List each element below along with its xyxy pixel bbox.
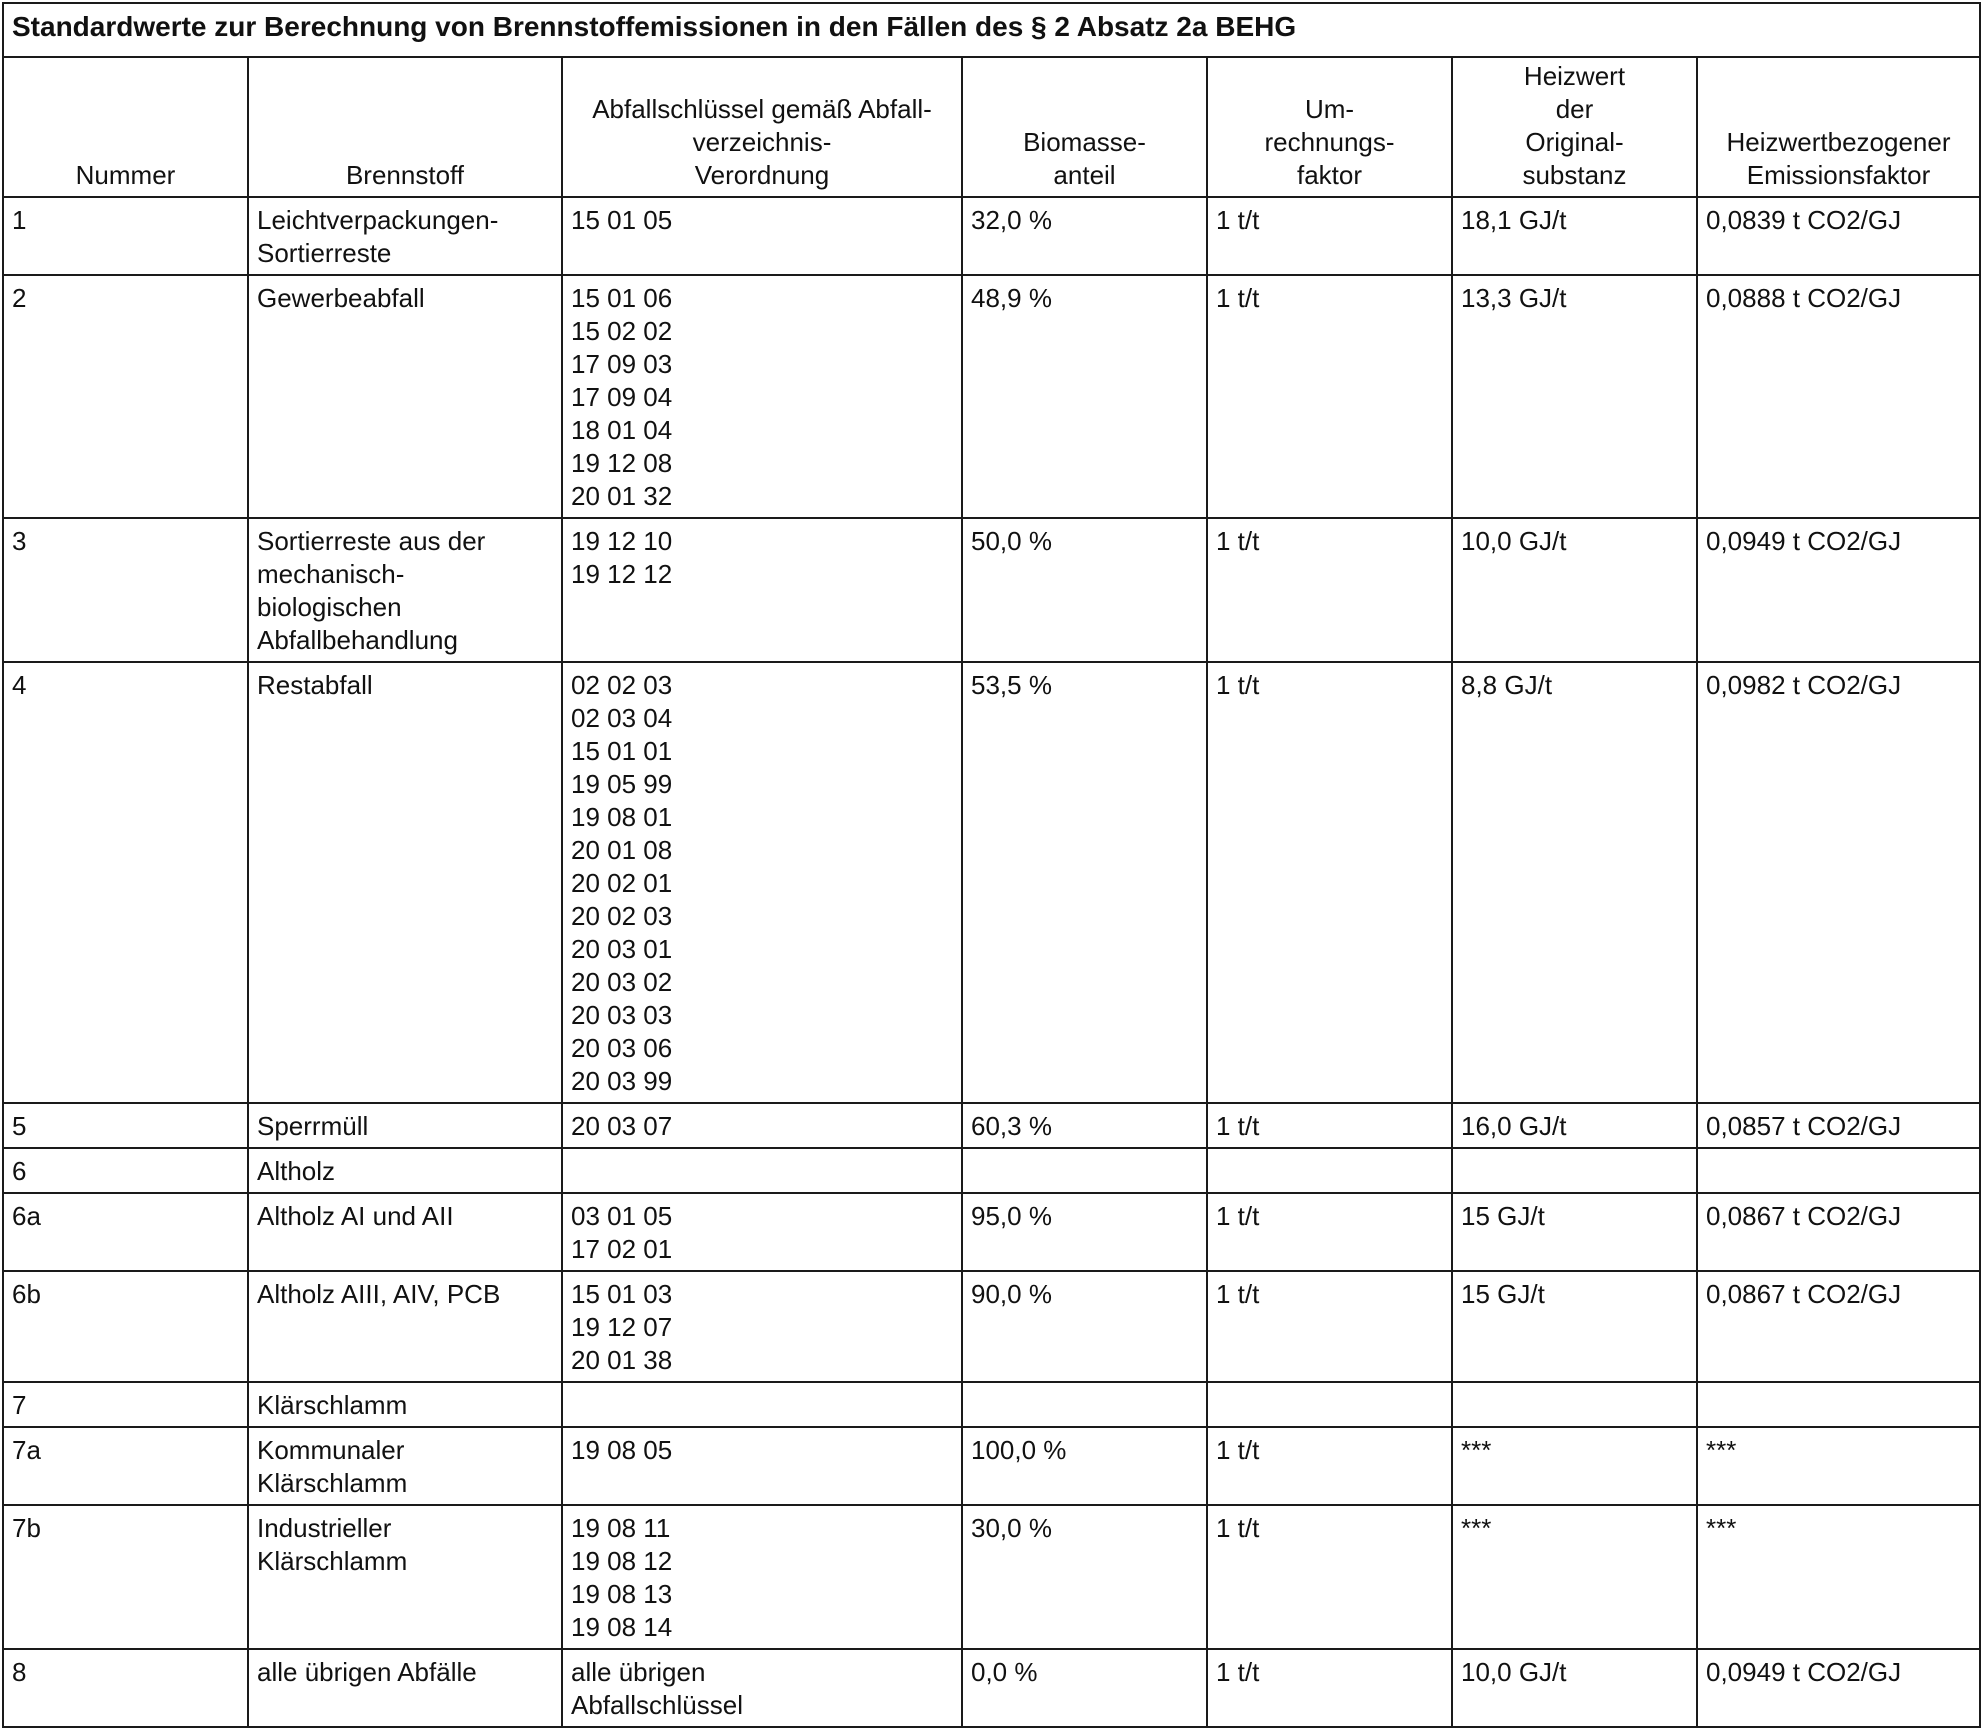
header-row bbox=[3, 57, 1980, 197]
cell-brennstoff-text: Kommunaler Klärschlamm bbox=[257, 1435, 408, 1498]
column-header-line: faktor bbox=[1296, 160, 1363, 190]
cell-emissionsfaktor-text: 0,0867 t CO2/GJ bbox=[1706, 1201, 1902, 1231]
cell-biomasse-text: 0,0 % bbox=[971, 1657, 1038, 1687]
cell-nummer-text: 1 bbox=[12, 205, 27, 235]
waste-code: 20 03 99 bbox=[571, 1066, 673, 1096]
cell-nummer bbox=[3, 1103, 248, 1148]
cell-biomasse bbox=[962, 1103, 1207, 1148]
waste-code: 18 01 04 bbox=[571, 415, 673, 445]
cell-heizwert bbox=[1452, 1271, 1697, 1382]
cell-umrechnung-text: 1 t/t bbox=[1216, 1201, 1260, 1231]
column-header-abfallschluessel bbox=[562, 57, 962, 197]
cell-nummer-text: 4 bbox=[12, 670, 27, 700]
cell-emissionsfaktor bbox=[1697, 1103, 1980, 1148]
cell-heizwert-text: *** bbox=[1461, 1435, 1492, 1465]
cell-brennstoff-text: Sortierreste aus der mechanisch- biologischen Abfallbehandlung bbox=[257, 526, 486, 655]
waste-code: 19 12 12 bbox=[571, 559, 673, 589]
column-header-line: verzeichnis- bbox=[692, 127, 832, 157]
cell-emissionsfaktor bbox=[1697, 1427, 1980, 1505]
cell-brennstoff bbox=[248, 1103, 562, 1148]
cell-brennstoff bbox=[248, 1148, 562, 1193]
cell-umrechnung-text: 1 t/t bbox=[1216, 283, 1260, 313]
cell-brennstoff-text: Altholz bbox=[257, 1156, 336, 1186]
cell-biomasse bbox=[962, 275, 1207, 518]
cell-umrechnung-text: 1 t/t bbox=[1216, 1435, 1260, 1465]
waste-code: 19 12 08 bbox=[571, 448, 673, 478]
cell-nummer-text: 6b bbox=[12, 1279, 41, 1309]
cell-biomasse bbox=[962, 1148, 1207, 1193]
cell-umrechnung bbox=[1207, 275, 1452, 518]
cell-nummer-text: 8 bbox=[12, 1657, 27, 1687]
table-row bbox=[3, 1427, 1980, 1505]
waste-code: 20 02 01 bbox=[571, 868, 673, 898]
cell-brennstoff-text: Altholz AIII, AIV, PCB bbox=[257, 1279, 501, 1309]
cell-nummer-text: 7a bbox=[12, 1435, 41, 1465]
cell-heizwert-text: 16,0 GJ/t bbox=[1461, 1111, 1567, 1141]
column-header-line: Verordnung bbox=[694, 160, 830, 190]
cell-umrechnung bbox=[1207, 1382, 1452, 1427]
cell-nummer bbox=[3, 1271, 248, 1382]
waste-code: 17 02 01 bbox=[571, 1234, 673, 1264]
waste-code: 15 01 05 bbox=[571, 205, 673, 235]
cell-heizwert bbox=[1452, 1193, 1697, 1271]
cell-biomasse bbox=[962, 662, 1207, 1103]
cell-brennstoff-text: alle übrigen Abfälle bbox=[257, 1657, 477, 1687]
cell-nummer-text: 5 bbox=[12, 1111, 27, 1141]
cell-umrechnung-text: 1 t/t bbox=[1216, 1513, 1260, 1543]
cell-umrechnung bbox=[1207, 197, 1452, 275]
waste-code: 15 02 02 bbox=[571, 316, 673, 346]
cell-emissionsfaktor bbox=[1697, 1382, 1980, 1427]
waste-code: 20 03 01 bbox=[571, 934, 673, 964]
cell-heizwert bbox=[1452, 197, 1697, 275]
cell-brennstoff-text: Altholz AI und AII bbox=[257, 1201, 454, 1231]
cell-brennstoff bbox=[248, 662, 562, 1103]
table-row bbox=[3, 662, 1980, 1103]
cell-emissionsfaktor bbox=[1697, 197, 1980, 275]
cell-abfallschluessel bbox=[562, 197, 962, 275]
column-header-line: rechnungs- bbox=[1264, 127, 1395, 157]
cell-heizwert-text: 10,0 GJ/t bbox=[1461, 526, 1567, 556]
cell-umrechnung-text: 1 t/t bbox=[1216, 205, 1260, 235]
cell-biomasse bbox=[962, 1193, 1207, 1271]
cell-heizwert bbox=[1452, 1148, 1697, 1193]
cell-heizwert-text: 10,0 GJ/t bbox=[1461, 1657, 1567, 1687]
waste-code: 15 01 01 bbox=[571, 736, 673, 766]
column-header-heizwert bbox=[1452, 57, 1697, 197]
cell-abfallschluessel bbox=[562, 1649, 962, 1727]
table-row bbox=[3, 1382, 1980, 1427]
table-row bbox=[3, 197, 1980, 275]
cell-umrechnung-text: 1 t/t bbox=[1216, 1279, 1260, 1309]
cell-brennstoff-text: Restabfall bbox=[257, 670, 373, 700]
cell-emissionsfaktor-text: 0,0888 t CO2/GJ bbox=[1706, 283, 1902, 313]
column-header-line: Nummer bbox=[75, 160, 176, 190]
cell-biomasse-text: 48,9 % bbox=[971, 283, 1052, 313]
waste-code: 17 09 04 bbox=[571, 382, 673, 412]
cell-nummer bbox=[3, 275, 248, 518]
cell-abfallschluessel bbox=[562, 1193, 962, 1271]
waste-code: 19 08 14 bbox=[571, 1612, 673, 1642]
cell-umrechnung bbox=[1207, 1649, 1452, 1727]
column-header-line: Abfallschlüssel gemäß Abfall- bbox=[592, 94, 932, 124]
waste-code: 17 09 03 bbox=[571, 349, 673, 379]
cell-nummer bbox=[3, 662, 248, 1103]
waste-code: 19 05 99 bbox=[571, 769, 673, 799]
cell-nummer bbox=[3, 197, 248, 275]
cell-nummer-text: 6a bbox=[12, 1201, 41, 1231]
cell-heizwert-text: 15 GJ/t bbox=[1461, 1201, 1545, 1231]
cell-abfallschluessel bbox=[562, 662, 962, 1103]
waste-code: 19 12 10 bbox=[571, 526, 673, 556]
cell-emissionsfaktor bbox=[1697, 1148, 1980, 1193]
cell-nummer bbox=[3, 1427, 248, 1505]
waste-code: 20 02 03 bbox=[571, 901, 673, 931]
cell-biomasse-text: 95,0 % bbox=[971, 1201, 1052, 1231]
cell-heizwert bbox=[1452, 1505, 1697, 1649]
cell-heizwert bbox=[1452, 1382, 1697, 1427]
cell-umrechnung-text: 1 t/t bbox=[1216, 670, 1260, 700]
cell-brennstoff-text: Leichtverpackungen- Sortierreste bbox=[257, 205, 499, 268]
cell-brennstoff bbox=[248, 1505, 562, 1649]
cell-brennstoff-text: Gewerbeabfall bbox=[257, 283, 425, 313]
cell-abfallschluessel bbox=[562, 518, 962, 662]
waste-code: 20 03 02 bbox=[571, 967, 673, 997]
cell-nummer-text: 7 bbox=[12, 1390, 27, 1420]
cell-biomasse bbox=[962, 1427, 1207, 1505]
column-header-line: Heizwert bbox=[1523, 61, 1626, 91]
cell-heizwert bbox=[1452, 518, 1697, 662]
waste-code: 19 08 13 bbox=[571, 1579, 673, 1609]
cell-brennstoff bbox=[248, 1271, 562, 1382]
cell-emissionsfaktor bbox=[1697, 518, 1980, 662]
table-row bbox=[3, 1103, 1980, 1148]
cell-emissionsfaktor bbox=[1697, 1271, 1980, 1382]
cell-brennstoff bbox=[248, 1193, 562, 1271]
cell-umrechnung bbox=[1207, 1193, 1452, 1271]
waste-code: 02 02 03 bbox=[571, 670, 673, 700]
waste-code: Abfallschlüssel bbox=[571, 1690, 743, 1720]
cell-heizwert bbox=[1452, 1649, 1697, 1727]
waste-code: 19 08 11 bbox=[571, 1513, 671, 1543]
cell-heizwert-text: 8,8 GJ/t bbox=[1461, 670, 1553, 700]
table-row bbox=[3, 275, 1980, 518]
cell-nummer bbox=[3, 1148, 248, 1193]
waste-code: alle übrigen bbox=[571, 1657, 706, 1687]
table-row bbox=[3, 1649, 1980, 1727]
cell-umrechnung bbox=[1207, 1427, 1452, 1505]
cell-emissionsfaktor-text: 0,0867 t CO2/GJ bbox=[1706, 1279, 1902, 1309]
cell-umrechnung bbox=[1207, 1148, 1452, 1193]
cell-biomasse-text: 30,0 % bbox=[971, 1513, 1052, 1543]
waste-code: 02 03 04 bbox=[571, 703, 673, 733]
column-header-line: Heizwertbezogener bbox=[1726, 127, 1951, 157]
cell-emissionsfaktor bbox=[1697, 275, 1980, 518]
cell-abfallschluessel bbox=[562, 1103, 962, 1148]
column-header-line: anteil bbox=[1053, 160, 1116, 190]
table-title: Standardwerte zur Berechnung von Brennstoffemissionen in den Fällen des § 2 Absatz 2a BEHG bbox=[3, 3, 1980, 57]
cell-emissionsfaktor bbox=[1697, 1505, 1980, 1649]
column-header-nummer bbox=[3, 57, 248, 197]
cell-umrechnung-text: 1 t/t bbox=[1216, 1111, 1260, 1141]
waste-code: 20 01 38 bbox=[571, 1345, 673, 1375]
cell-biomasse bbox=[962, 197, 1207, 275]
table-row bbox=[3, 1193, 1980, 1271]
cell-biomasse bbox=[962, 1505, 1207, 1649]
cell-biomasse-text: 32,0 % bbox=[971, 205, 1052, 235]
waste-code: 19 08 05 bbox=[571, 1435, 673, 1465]
waste-code: 15 01 06 bbox=[571, 283, 673, 313]
cell-emissionsfaktor-text: 0,0982 t CO2/GJ bbox=[1706, 670, 1902, 700]
cell-biomasse bbox=[962, 1649, 1207, 1727]
cell-abfallschluessel bbox=[562, 1427, 962, 1505]
cell-umrechnung bbox=[1207, 518, 1452, 662]
table-row bbox=[3, 1505, 1980, 1649]
cell-biomasse-text: 50,0 % bbox=[971, 526, 1052, 556]
cell-abfallschluessel bbox=[562, 1271, 962, 1382]
cell-brennstoff-text: Sperrmüll bbox=[257, 1111, 369, 1141]
cell-nummer bbox=[3, 1382, 248, 1427]
table-body bbox=[3, 197, 1980, 1727]
cell-emissionsfaktor-text: 0,0949 t CO2/GJ bbox=[1706, 1657, 1902, 1687]
cell-brennstoff bbox=[248, 275, 562, 518]
cell-umrechnung bbox=[1207, 662, 1452, 1103]
column-header-line: Um- bbox=[1304, 94, 1355, 124]
cell-brennstoff bbox=[248, 1427, 562, 1505]
cell-abfallschluessel bbox=[562, 275, 962, 518]
cell-heizwert-text: 13,3 GJ/t bbox=[1461, 283, 1567, 313]
waste-code: 20 01 32 bbox=[571, 481, 673, 511]
waste-code: 20 03 07 bbox=[571, 1111, 673, 1141]
cell-emissionsfaktor bbox=[1697, 662, 1980, 1103]
cell-umrechnung-text: 1 t/t bbox=[1216, 526, 1260, 556]
column-header-umrechnung bbox=[1207, 57, 1452, 197]
cell-biomasse-text: 90,0 % bbox=[971, 1279, 1052, 1309]
cell-emissionsfaktor-text: *** bbox=[1706, 1513, 1737, 1543]
emission-standard-values-table bbox=[2, 2, 1981, 1728]
cell-heizwert bbox=[1452, 662, 1697, 1103]
cell-brennstoff bbox=[248, 197, 562, 275]
column-header-line: Original- bbox=[1525, 127, 1624, 157]
cell-heizwert bbox=[1452, 1427, 1697, 1505]
cell-emissionsfaktor-text: 0,0949 t CO2/GJ bbox=[1706, 526, 1902, 556]
cell-biomasse bbox=[962, 1382, 1207, 1427]
column-header-line: Emissionsfaktor bbox=[1746, 160, 1931, 190]
cell-heizwert-text: 18,1 GJ/t bbox=[1461, 205, 1567, 235]
cell-brennstoff-text: Klärschlamm bbox=[257, 1390, 408, 1420]
cell-emissionsfaktor bbox=[1697, 1193, 1980, 1271]
waste-code: 20 01 08 bbox=[571, 835, 673, 865]
cell-emissionsfaktor-text: 0,0839 t CO2/GJ bbox=[1706, 205, 1902, 235]
column-header-line: Brennstoff bbox=[345, 160, 465, 190]
column-header-line: der bbox=[1555, 94, 1594, 124]
cell-abfallschluessel bbox=[562, 1505, 962, 1649]
cell-nummer-text: 6 bbox=[12, 1156, 27, 1186]
cell-biomasse-text: 60,3 % bbox=[971, 1111, 1052, 1141]
cell-umrechnung bbox=[1207, 1505, 1452, 1649]
cell-abfallschluessel bbox=[562, 1148, 962, 1193]
cell-umrechnung-text: 1 t/t bbox=[1216, 1657, 1260, 1687]
cell-biomasse-text: 53,5 % bbox=[971, 670, 1052, 700]
waste-code: 15 01 03 bbox=[571, 1279, 673, 1309]
waste-code: 20 03 06 bbox=[571, 1033, 673, 1063]
column-header-brennstoff bbox=[248, 57, 562, 197]
cell-nummer bbox=[3, 1193, 248, 1271]
cell-nummer-text: 7b bbox=[12, 1513, 41, 1543]
cell-umrechnung bbox=[1207, 1103, 1452, 1148]
table-row bbox=[3, 518, 1980, 662]
cell-biomasse bbox=[962, 1271, 1207, 1382]
cell-nummer-text: 3 bbox=[12, 526, 27, 556]
cell-brennstoff-text: Industrieller Klärschlamm bbox=[257, 1513, 408, 1576]
cell-emissionsfaktor bbox=[1697, 1649, 1980, 1727]
waste-code: 19 08 01 bbox=[571, 802, 673, 832]
cell-emissionsfaktor-text: 0,0857 t CO2/GJ bbox=[1706, 1111, 1902, 1141]
cell-brennstoff bbox=[248, 518, 562, 662]
table-row bbox=[3, 1271, 1980, 1382]
table-row bbox=[3, 1148, 1980, 1193]
waste-code: 03 01 05 bbox=[571, 1201, 673, 1231]
cell-nummer-text: 2 bbox=[12, 283, 27, 313]
column-header-line: substanz bbox=[1522, 160, 1627, 190]
cell-brennstoff bbox=[248, 1649, 562, 1727]
waste-code: 20 03 03 bbox=[571, 1000, 673, 1030]
cell-abfallschluessel bbox=[562, 1382, 962, 1427]
cell-heizwert bbox=[1452, 275, 1697, 518]
cell-nummer bbox=[3, 1649, 248, 1727]
column-header-biomasse bbox=[962, 57, 1207, 197]
cell-umrechnung bbox=[1207, 1271, 1452, 1382]
cell-biomasse bbox=[962, 518, 1207, 662]
column-header-line: Biomasse- bbox=[1023, 127, 1146, 157]
cell-nummer bbox=[3, 1505, 248, 1649]
cell-heizwert-text: 15 GJ/t bbox=[1461, 1279, 1545, 1309]
column-header-emissionsfaktor bbox=[1697, 57, 1980, 197]
cell-brennstoff bbox=[248, 1382, 562, 1427]
waste-code: 19 08 12 bbox=[571, 1546, 673, 1576]
cell-heizwert bbox=[1452, 1103, 1697, 1148]
cell-biomasse-text: 100,0 % bbox=[971, 1435, 1067, 1465]
waste-code: 19 12 07 bbox=[571, 1312, 673, 1342]
cell-emissionsfaktor-text: *** bbox=[1706, 1435, 1737, 1465]
cell-nummer bbox=[3, 518, 248, 662]
cell-heizwert-text: *** bbox=[1461, 1513, 1492, 1543]
